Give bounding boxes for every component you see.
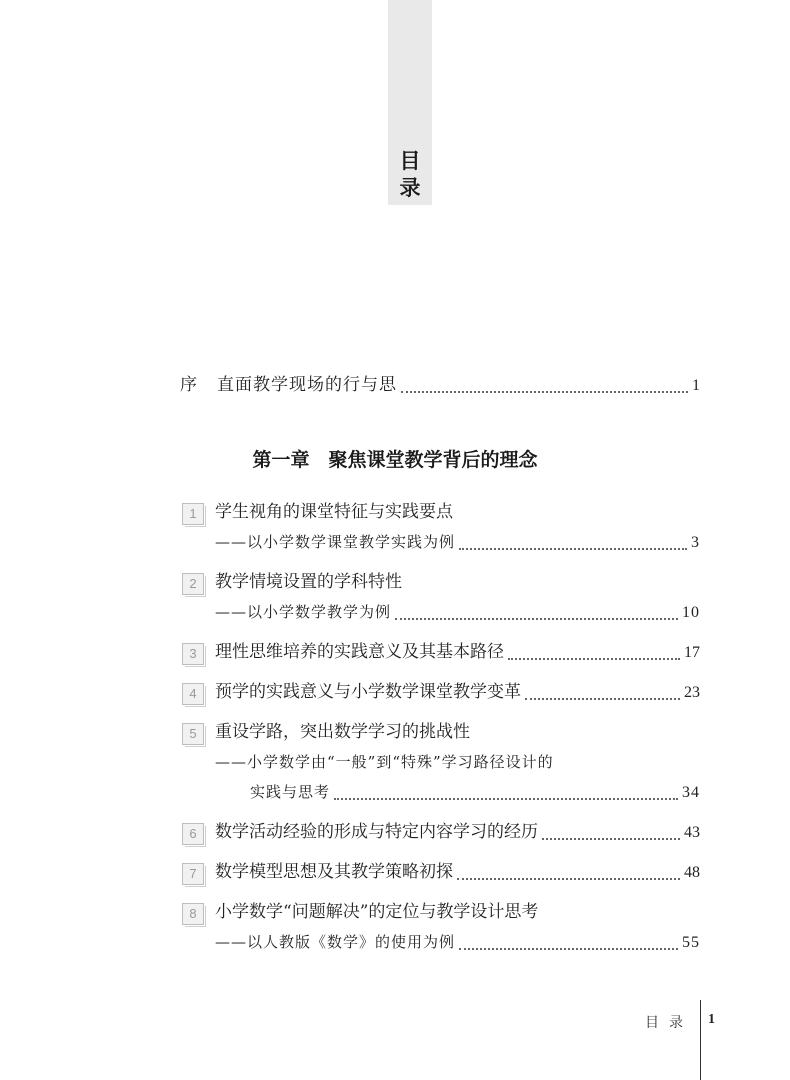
toc-entry-5-title[interactable]: 重设学路，突出数学学习的挑战性 <box>215 722 470 742</box>
entry-page: 48 <box>684 864 700 881</box>
entry-number-icon: 6 <box>182 823 204 845</box>
preface-label: 序 <box>180 375 197 395</box>
entry-title: 数学模型思想及其教学策略初探 <box>215 862 453 882</box>
leader-dots <box>395 604 678 620</box>
toc-entry-1-sub[interactable] <box>215 530 700 554</box>
leader-dots <box>457 864 680 880</box>
footer-page-number: 1 <box>708 1012 715 1027</box>
leader-dots <box>508 644 680 660</box>
leader-dots <box>525 684 680 700</box>
toc-entry-5-sub[interactable]: ——小学数学由“一般”到“特殊”学习路径设计的 <box>215 753 554 771</box>
entry-title: 理性思维培养的实践意义及其基本路径 <box>215 642 504 662</box>
entry-page: 34 <box>682 784 700 801</box>
toc-entry-2-sub[interactable] <box>215 600 700 624</box>
toc-entry-8-sub[interactable] <box>215 930 700 954</box>
title-char-2: 录 <box>399 175 421 200</box>
entry-page: 10 <box>682 604 700 621</box>
toc-preface[interactable] <box>180 373 700 397</box>
toc-entry-5-sub2[interactable] <box>250 780 700 804</box>
entry-number-icon: 5 <box>182 723 204 745</box>
preface-title: 直面教学现场的行与思 <box>217 375 397 395</box>
chapter-title: 第一章 聚焦课堂教学背后的理念 <box>252 449 538 471</box>
entry-title: 预学的实践意义与小学数学课堂教学变革 <box>215 682 521 702</box>
toc-entry-2-title[interactable]: 教学情境设置的学科特性 <box>215 572 402 592</box>
entry-page: 55 <box>682 934 700 951</box>
entry-page: 3 <box>691 534 700 551</box>
entry-page: 17 <box>684 644 700 661</box>
toc-entry-4[interactable] <box>215 680 700 704</box>
leader-dots <box>334 784 678 800</box>
toc-entry-8-title[interactable]: 小学数学“问题解决”的定位与教学设计思考 <box>215 902 539 922</box>
title-char-1: 目 <box>399 148 421 173</box>
footer-section-label: 目录 <box>645 1015 693 1031</box>
toc-entry-7[interactable] <box>215 860 700 884</box>
entry-number-icon: 1 <box>182 503 204 525</box>
entry-number-icon: 8 <box>182 903 204 925</box>
entry-number-icon: 7 <box>182 863 204 885</box>
entry-number-icon: 4 <box>182 683 204 705</box>
leader-dots <box>542 824 680 840</box>
footer-divider <box>700 1000 701 1080</box>
entry-number-icon: 2 <box>182 573 204 595</box>
toc-entry-1-title[interactable]: 学生视角的课堂特征与实践要点 <box>215 502 453 522</box>
leader-dots <box>459 934 678 950</box>
preface-page: 1 <box>692 377 700 394</box>
entry-subtitle: ——以人教版《数学》的使用为例 <box>215 933 456 951</box>
leader-dots <box>401 377 688 393</box>
entry-subtitle-cont: 实践与思考 <box>250 783 331 801</box>
entry-subtitle: ——以小学数学教学为例 <box>215 603 392 621</box>
entry-number-icon: 3 <box>182 643 204 665</box>
toc-entry-6[interactable] <box>215 820 700 844</box>
entry-subtitle: ——以小学数学课堂教学实践为例 <box>215 533 456 551</box>
entry-page: 23 <box>684 684 700 701</box>
toc-entry-3[interactable] <box>215 640 700 664</box>
leader-dots <box>459 534 687 550</box>
entry-title: 数学活动经验的形成与特定内容学习的经历 <box>215 822 538 842</box>
entry-page: 43 <box>684 824 700 841</box>
